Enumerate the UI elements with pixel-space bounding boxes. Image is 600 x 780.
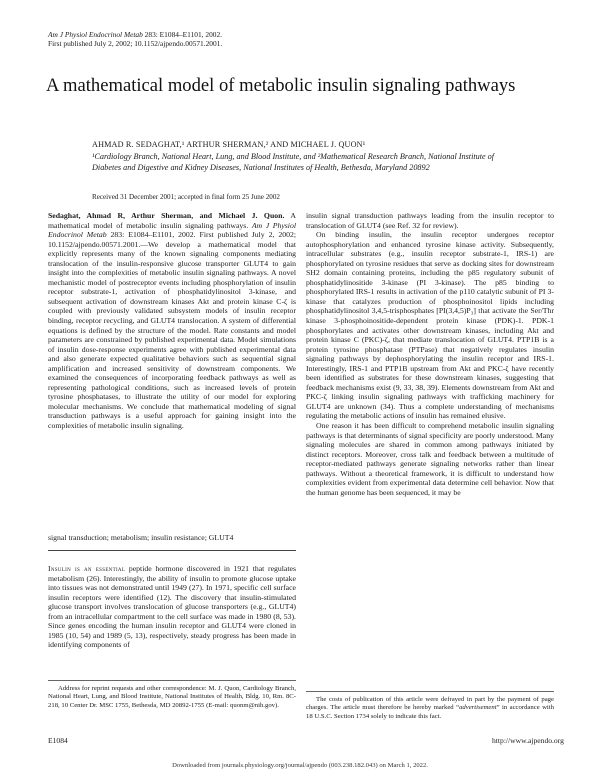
download-watermark: Downloaded from journals.physiology.org/journal/ajpendo (003.238.182.043) on March 1, 2022. <box>172 762 428 769</box>
received-dates: Received 31 December 2001; accepted in final form 25 June 2002 <box>92 193 280 201</box>
cost-footnote-b: ” in accordance with 18 U.S.C. Section 1734 solely to indicate this fact. <box>306 704 554 720</box>
introduction <box>48 564 296 650</box>
page-number: E1084 <box>48 736 68 745</box>
author-affiliations: ¹Cardiology Branch, National Heart, Lung, and Blood Institute, and ²Mathematical Research Branch, National Institute of Diabetes and Digestive and Kidney Diseases, National Institutes of Health, Bethesda, Maryland 20892 <box>92 152 495 172</box>
abstract-authors: Sedaghat, Ahmad R, Arthur Sherman, and Michael J. Quon. <box>48 211 285 220</box>
intro-text: peptide hormone discovered in 1921 that regulates metabolism (26). Interestingly, the ability of insulin to promote glucose uptake into tissues was not demonstrated until 1949 (27). In 1971, specific cell surface insulin receptors were identified (12). The discovery that insulin-stimulated glucose transport involves translocation of glucose transporters (e.g., GLUT4) from an intracellular compartment to the cell surface was made in 1980 (8, 53). Since genes encoding the human insulin receptor and GLUT4 were cloned in 1985 (10, 54) and 1989 (5, 13), respectively, steady progress has been made in identifying components of <box>48 564 296 650</box>
first-published-line: First published July 2, 2002; 10.1152/ajpendo.00571.2001. <box>48 39 223 49</box>
article-title: A mathematical model of metabolic insulin signaling pathways <box>46 75 516 96</box>
paragraph-1: insulin signal transduction pathways leading from the insulin receptor to translocation of GLUT4 (see Ref. 32 for review). <box>306 211 554 230</box>
abstract-text-2: 283: E1084–E1101, 2002. First published July 2, 2002; 10.1152/ajpendo.00571.2001.—We develop a mathematical model that explicitly represents many of the known signaling components mediating translocation of the insulin-responsive glucose transporter GLUT4 to gain insight into the complexities of metabolic insulin signaling pathways. A novel mechanistic model of postreceptor events including phosphorylation of insulin receptor substrate-1, activation of phosphatidylinositol 3-kinase, and subsequent activation of downstream kinases Akt and protein kinase C-ζ is coupled with previously validated subsystem models of insulin receptor binding, receptor recycling, and GLUT4 translocation. A system of differential equations is defined by the structure of the model. Rate constants and model parameters are constrained by published experimental data. Model simulations of insulin dose-response experiments agree with published experimental data and also generate expected qualitative behaviors such as sequential signal amplification and increased sensitivity of downstream components. We examined the consequences of incorporating feedback pathways as well as representing pathological conditions, such as increased levels of protein tyrosine phosphatases, to illustrate the utility of our model for exploring molecular mechanisms. We conclude that mathematical modeling of signal transduction pathways is a useful approach for gaining insight into the complexities of metabolic insulin signaling. <box>48 230 296 431</box>
correspondence-footnote: Address for reprint requests and other correspondence: M. J. Quon, Cardiology Branch, National Heart, Lung, and Blood Institute, National Institutes of Health, Bldg. 10, Rm. 8C-218, 10 Center Dr. MSC 1755, Bethesda, MD 20892-1755 (E-mail: quonm@nih.gov). <box>48 685 296 709</box>
cost-footnote-a: The costs of publication of this article were defrayed in part by the payment of page charges. The article must therefore be hereby marked “ <box>306 696 554 712</box>
paragraph-2: On binding insulin, the insulin receptor undergoes receptor autophosphorylation and enhanced tyrosine kinase activity. Subsequently, intracellular substrates (e.g., insulin receptor substrate-1, IRS-1) are phosphorylated on tyrosine residues that serve as docking sites for downstream SH2 domain containing proteins, including the p85 regulatory subunit of phosphatidylinositide 3-kinase (PI 3-kinase). The p85 binding to phosphorylated IRS-1 results in activation of the p110 catalytic subunit of PI 3-kinase that catalyzes production of phosphoinositol lipids including phosphatidylinositol 3,4,5-trisphosphates [PI(3,4,5)P₃] that activate the Ser/Thr kinase 3-phosphoinositide-dependent protein kinase (PDK)-1. PDK-1 phosphorylates and activates other downstream kinases, including Akt and protein kinase C (PKC)-ζ, that mediate translocation of GLUT4. PTP1B is a protein tyrosine phosphatase (PTPase) that negatively regulates insulin signaling pathways by dephosphorylating the insulin receptor and IRS-1. Interestingly, IRS-1 and PTP1B upstream from Akt and PKC-ζ have recently been identified as substrates for these downstream kinases, suggesting that feedback mechanisms exist (9, 33, 38, 39). Elements downstream from Akt and PKC-ζ linking insulin signaling pathways with trafficking machinery for GLUT4 are unknown (34). Thus a complete understanding of mechanisms regulating the metabolic actions of insulin has remained elusive. <box>306 230 554 421</box>
abstract-journal: Am J Physiol Endocrinol Metab <box>48 220 296 240</box>
intro-lead: Insulin is an essential <box>48 564 126 573</box>
author-list: AHMAD R. SEDAGHAT,¹ ARTHUR SHERMAN,² AND MICHAEL J. QUON¹ <box>92 140 366 149</box>
body-right-column <box>306 211 554 497</box>
journal-url[interactable]: http://www.ajpendo.org <box>492 736 564 745</box>
journal-header <box>48 30 222 49</box>
footnote-divider-left <box>48 680 296 681</box>
keywords-divider <box>48 550 296 551</box>
cost-footnote-italic: advertisement <box>459 704 497 712</box>
publication-cost-footnote <box>306 696 554 721</box>
abstract-text-1: A mathematical model of metabolic insulin signaling pathways. <box>48 211 297 230</box>
paragraph-3: One reason it has been difficult to comprehend metabolic insulin signaling pathways is that determinants of signal specificity are poorly understood. Many signaling molecules are shared in common among pathways initiated by distinct receptors. Moreover, cross talk and feedback between a multitude of receptor-mediated pathways generate signaling networks rather than linear pathways. Without a theoretical framework, it is difficult to understand how complexities evident from experimental data determine cell behavior. Now that the human genome has been sequenced, it may be <box>306 421 554 497</box>
journal-citation: 283: E1084–E1101, 2002. <box>142 30 222 39</box>
abstract <box>48 211 296 431</box>
footnote-divider-right <box>306 691 554 692</box>
keywords: signal transduction; metabolism; insulin resistance; GLUT4 <box>48 533 234 542</box>
journal-name: Am J Physiol Endocrinol Metab <box>48 30 143 39</box>
